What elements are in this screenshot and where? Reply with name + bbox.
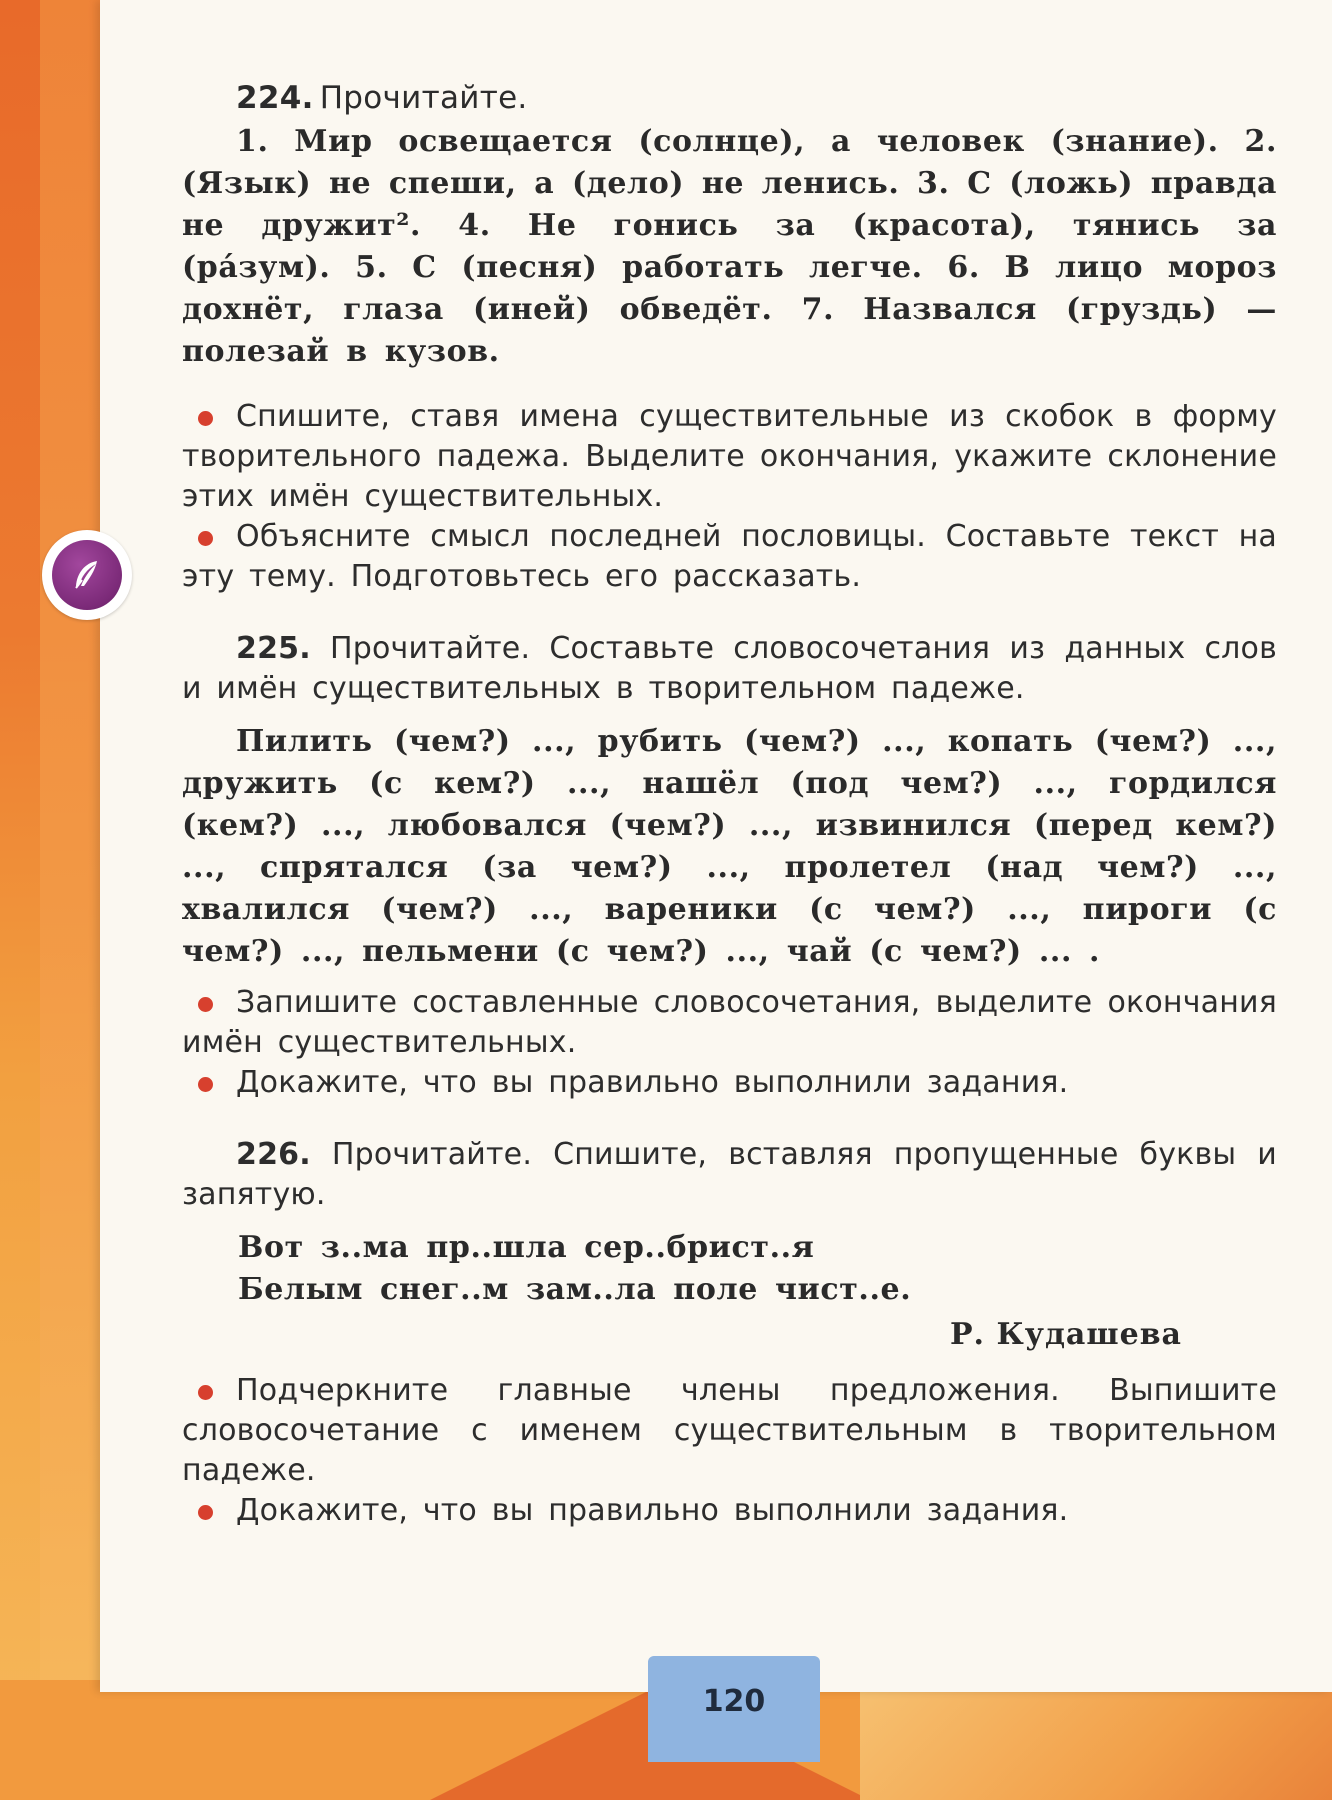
exercise-number: 224. xyxy=(236,80,314,116)
task-text: Докажите, что вы правильно выполнили задания. xyxy=(236,1493,1069,1528)
exercise-instruction: Прочитайте. xyxy=(319,80,528,116)
task-text: Докажите, что вы правильно выполнили задания. xyxy=(236,1065,1069,1100)
exercise-instruction: Прочитайте. Спишите, вставляя пропущенные буквы и запятую. xyxy=(182,1137,1277,1212)
feather-pen-icon xyxy=(52,540,122,610)
exercise-number: 226. xyxy=(236,1137,311,1172)
bullet-icon xyxy=(198,1077,213,1092)
bullet-icon xyxy=(198,531,213,546)
bullet-icon xyxy=(198,997,213,1012)
poem-line: Белым снег..м зам..ла поле чист..е. xyxy=(238,1272,912,1307)
task-item xyxy=(182,397,1277,517)
exercise-number: 225. xyxy=(236,631,311,666)
bullet-icon xyxy=(198,1385,213,1400)
poem-author: Р. Кудашева xyxy=(950,1317,1182,1352)
exercise-225-text: Пилить (чем?) ..., рубить (чем?) ..., копать (чем?) ..., дружить (с кем?) ..., нашёл (под чем?) ..., гордился (кем?) ..., любовался (чем?) ..., извинился (перед кем?) ..., спрятался (за чем?) ..., пролетел (над чем?) ..., хвалился (чем?) ..., вареники (с чем?) ..., пироги (с чем?) ..., пельмени (с чем?) ..., чай (с чем?) ... . xyxy=(182,724,1277,969)
page-number-tab xyxy=(648,1656,820,1762)
page-number: 120 xyxy=(702,1684,766,1719)
bullet-icon xyxy=(198,1505,213,1520)
task-text: Объясните смысл последней пословицы. Составьте текст на эту тему. Подготовьтесь его рассказать. xyxy=(182,519,1277,594)
task-item xyxy=(182,983,1277,1063)
page-content xyxy=(182,78,1277,1531)
exercise-224-heading xyxy=(182,78,1277,119)
task-item xyxy=(182,1491,1277,1531)
task-item xyxy=(182,1371,1277,1491)
creative-task-badge xyxy=(42,530,132,620)
bullet-icon xyxy=(198,411,213,426)
task-text: Подчеркните главные члены предложения. Выпишите словосочетание с именем существительным в творительном падеже. xyxy=(182,1373,1277,1488)
task-item xyxy=(182,517,1277,597)
exercise-226-heading xyxy=(182,1135,1277,1215)
exercise-instruction: Прочитайте. Составьте словосочетания из данных слов и имён существительных в творительном падеже. xyxy=(182,631,1277,706)
exercise-225-heading xyxy=(182,629,1277,709)
task-text: Спишите, ставя имена существительные из скобок в форму творительного падежа. Выделите окончания, укажите склонение этих имён существительных. xyxy=(182,399,1277,514)
poem-line: Вот з..ма пр..шла сер..брист..я xyxy=(238,1230,815,1265)
exercise-224-text: 1. Мир освещается (солнце), а человек (знание). 2. (Язык) не спеши, а (дело) не ленись. 3. С (ложь) правда не дружит². 4. Не гонись за (красота), тянись за (ра́зум). 5. С (песня) работать легче. 6. В лицо мороз дохнёт, глаза (иней) обведёт. 7. Назвался (груздь) — полезай в кузов. xyxy=(182,124,1277,369)
task-text: Запишите составленные словосочетания, выделите окончания имён существительных. xyxy=(182,985,1277,1060)
task-item xyxy=(182,1063,1277,1103)
bottom-decor-right xyxy=(860,1690,1332,1800)
